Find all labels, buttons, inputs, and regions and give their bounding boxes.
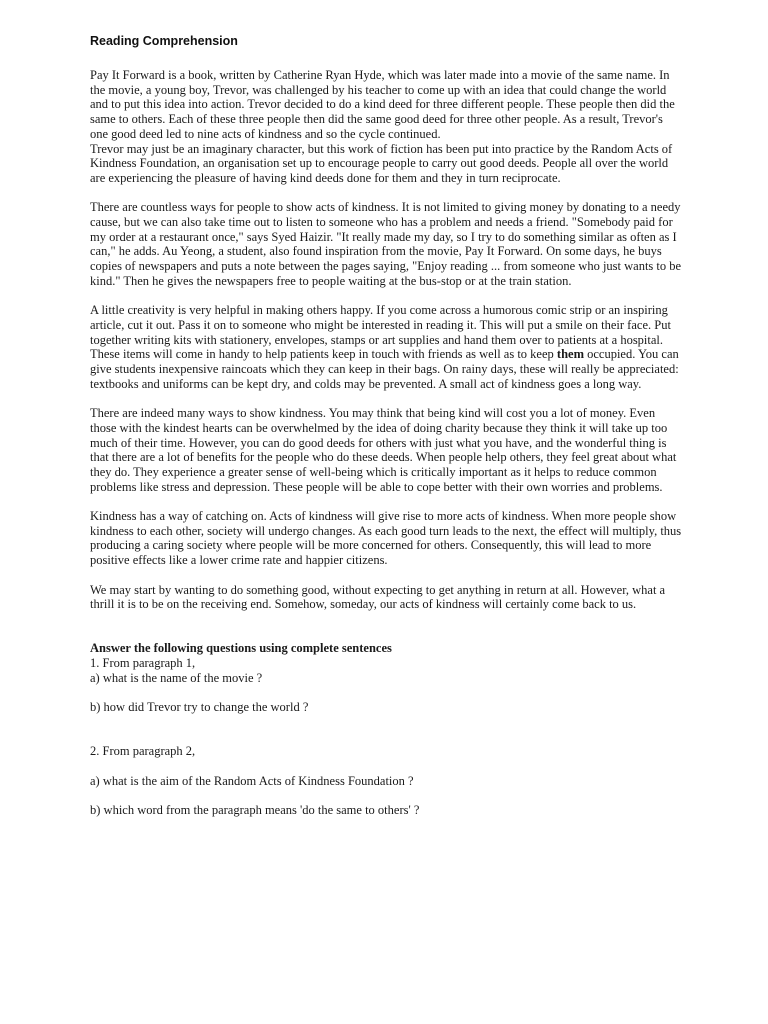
- paragraph-gap: [90, 612, 682, 627]
- paragraph-gap: [90, 186, 682, 201]
- paragraph-3: [90, 303, 682, 391]
- paragraph-gap: [90, 568, 682, 583]
- paragraph-2: There are countless ways for people to show acts of kindness. It is not limited to giving money by donating to a needy cause, but we can also take time out to listen to someone who has a problem and needs a friend. "Somebody paid for my order at a restaurant once," says Syed Haizir. "It really made my day, so I try to do something similar as often as I can," he adds. Au Yeong, a student, also found inspiration from the movie, Pay It Forward. On some days, he buys copies of newspapers and puts a note between the pages saying, "Enjoy reading ... from someone who just wants to be kind." Then he gives the newspapers free to people waiting at the bus-stop or at the train station.: [90, 200, 682, 288]
- question-2a: a) what is the aim of the Random Acts of Kindness Foundation ?: [90, 773, 414, 788]
- paragraph-3-text-end: occupied. You can give students inexpensive raincoats which they can keep in their bags. On rainy days, these will really be appreciated: textbooks and uniforms can be kept dry, and colds may be prevented. A small act of kindness goes a long way.: [90, 347, 679, 391]
- paragraph-6: We may start by wanting to do something good, without expecting to get anything in return at all. However, what a thrill it is to be on the receiving end. Somehow, someday, our acts of kindness will certainly come back to us.: [90, 582, 666, 612]
- question-1a: a) what is the name of the movie ?: [90, 670, 263, 685]
- paragraph-5: Kindness has a way of catching on. Acts of kindness will give rise to more acts of kindness. When more people show kindness to each other, society will undergo changes. As each good turn leads to the next, the effect will multiply, thus producing a caring society where people will be more concerned for others. Consequently, this will lead to more positive effects like a lower crime rate and happier citizens.: [90, 509, 682, 568]
- paragraph-1b: Trevor may just be an imaginary character, but this work of fiction has been put into practice by the Random Acts of Kindness Foundation, an organisation set up to encourage people to carry out good deeds. People all over the world are experiencing the pleasure of having kind deeds done for them and they in turn reciprocate.: [90, 141, 673, 185]
- document-page: [90, 34, 682, 818]
- question-gap: [90, 715, 682, 730]
- question-1b: b) how did Trevor try to change the world ?: [90, 700, 309, 715]
- question-2b: b) which word from the paragraph means 'do the same to others' ?: [90, 802, 420, 817]
- paragraph-gap: [90, 494, 682, 509]
- paragraph-gap: [90, 289, 682, 304]
- question-2-intro: 2. From paragraph 2,: [90, 744, 196, 759]
- document-title: Reading Comprehension: [90, 34, 238, 48]
- paragraph-3-text-start: A little creativity is very helpful in making others happy. If you come across a humorous comic strip or an inspiring article, cut it out. Pass it on to someone who might be interested in reading it. This will put a smile on their face. Put together writing kits with stationery, envelopes, stamps or art supplies and hand them over to patients at a hospital. These items will come in handy to help patients keep in touch with friends as well as to keep: [90, 303, 671, 362]
- question-gap: [90, 788, 682, 803]
- questions-heading: Answer the following questions using complete sentences: [90, 641, 392, 656]
- question-gap: [90, 685, 682, 700]
- paragraph-1a: Pay It Forward is a book, written by Catherine Ryan Hyde, which was later made into a movie of the same name. In the movie, a young boy, Trevor, was challenged by his teacher to come up with an idea that could change the world and to put this idea into action. Trevor decided to do a kind deed for three different people. These people then did the same to others. Each of these three people then did the same good deed for three other people. As a result, Trevor's one good deed led to nine acts of kindness and so the cycle continued.: [90, 68, 675, 141]
- question-gap: [90, 730, 682, 745]
- paragraph-gap: [90, 627, 682, 642]
- question-gap: [90, 759, 682, 774]
- paragraph-4: There are indeed many ways to show kindness. You may think that being kind will cost you a lot of money. Even those with the kindest hearts can be overwhelmed by the idea of doing charity because they think it will take up too much of their time. However, you can do good deeds for others with just what you have, and the wonderful thing is that there are a lot of benefits for the people who do these deeds. When people help others, they feel great about what they do. They experience a greater sense of well-being which is critically important as it helps to reduce common problems like stress and depression. These people will be able to cope better with their own worries and problems.: [90, 406, 677, 494]
- paragraph-3-bold-word: them: [556, 347, 584, 362]
- paragraph-gap: [90, 391, 682, 406]
- question-1-intro: 1. From paragraph 1,: [90, 656, 196, 671]
